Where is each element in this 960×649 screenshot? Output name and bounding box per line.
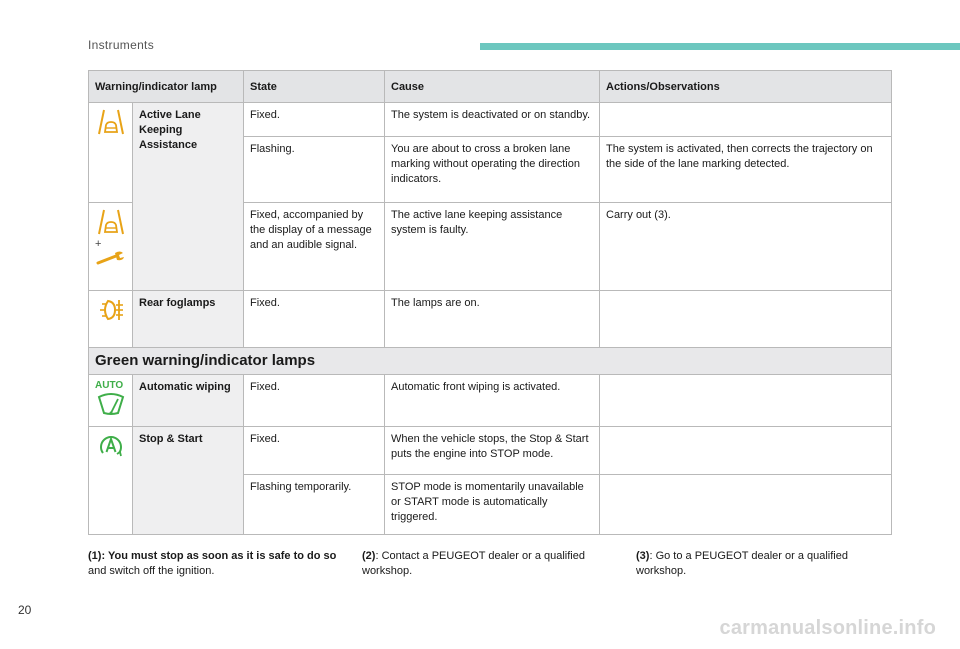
auto-label: AUTO xyxy=(95,380,124,391)
cause-cell: STOP mode is momentarily unavailable or START mode is automatically triggered. xyxy=(385,475,600,535)
state-cell: Fixed. xyxy=(244,375,385,427)
wrench-icon xyxy=(96,250,126,266)
footnote-bold-text: : You must stop as soon as it is safe to do so xyxy=(101,550,337,562)
cause-cell: Automatic front wiping is activated. xyxy=(385,375,600,427)
table-row xyxy=(89,427,892,475)
table-row xyxy=(89,291,892,348)
auto-wiper-icon-cell xyxy=(89,375,133,427)
lamp-name-automatic-wiping: Automatic wiping xyxy=(133,375,244,427)
group-header-row xyxy=(89,348,892,375)
section-title: Instruments xyxy=(88,38,154,52)
table-row xyxy=(89,103,892,137)
footnote-text: : Contact a PEUGEOT dealer or a qualified workshop. xyxy=(362,550,585,577)
lamp-name-lane-keeping: Active Lane Keeping Assistance xyxy=(133,103,244,291)
state-cell: Fixed. xyxy=(244,427,385,475)
state-cell: Flashing. xyxy=(244,137,385,203)
lane-keeping-icon-cell xyxy=(89,103,133,203)
footnote-3 xyxy=(636,549,892,579)
page-number: 20 xyxy=(18,603,32,617)
table-row xyxy=(89,375,892,427)
action-cell xyxy=(600,375,892,427)
action-cell xyxy=(600,103,892,137)
footnote-ref: (2) xyxy=(362,550,376,562)
rear-foglamp-icon xyxy=(96,296,126,324)
auto-wiper-icon xyxy=(96,391,126,417)
indicator-lamp-table xyxy=(88,70,892,535)
lamp-name-stop-start: Stop & Start xyxy=(133,427,244,535)
stop-start-icon xyxy=(96,432,126,460)
lane-keeping-fault-icon-cell xyxy=(89,203,133,291)
lane-keeping-icon xyxy=(96,108,126,138)
footnote-ref: (3) xyxy=(636,550,650,562)
action-cell: The system is activated, then corrects the trajectory on the side of the lane marking detected. xyxy=(600,137,892,203)
state-cell: Fixed, accompanied by the display of a message and an audible signal. xyxy=(244,203,385,291)
footnote-1 xyxy=(88,549,350,579)
action-cell xyxy=(600,427,892,475)
footnote-ref: (1) xyxy=(88,550,102,562)
state-cell: Fixed. xyxy=(244,291,385,348)
action-cell xyxy=(600,475,892,535)
green-lamps-heading: Green warning/indicator lamps xyxy=(89,348,892,375)
stop-start-icon-cell xyxy=(89,427,133,535)
action-cell xyxy=(600,291,892,348)
cause-cell: When the vehicle stops, the Stop & Start puts the engine into STOP mode. xyxy=(385,427,600,475)
column-header-state: State xyxy=(244,71,385,103)
watermark: carmanualsonline.info xyxy=(719,617,936,639)
section-accent-bar xyxy=(480,43,960,50)
state-cell: Fixed. xyxy=(244,103,385,137)
action-cell: Carry out (3). xyxy=(600,203,892,291)
column-header-cause: Cause xyxy=(385,71,600,103)
column-header-lamp: Warning/indicator lamp xyxy=(89,71,244,103)
table-header-row xyxy=(89,71,892,103)
rear-foglamp-icon-cell xyxy=(89,291,133,348)
state-cell: Flashing temporarily. xyxy=(244,475,385,535)
lane-keeping-icon xyxy=(96,208,126,238)
cause-cell: The system is deactivated or on standby. xyxy=(385,103,600,137)
lamp-name-rear-foglamps: Rear foglamps xyxy=(133,291,244,348)
cause-cell: You are about to cross a broken lane marking without operating the direction indicators. xyxy=(385,137,600,203)
footnote-2 xyxy=(362,549,624,579)
footnote-text: : Go to a PEUGEOT dealer or a qualified workshop. xyxy=(636,550,848,577)
column-header-actions: Actions/Observations xyxy=(600,71,892,103)
cause-cell: The lamps are on. xyxy=(385,291,600,348)
cause-cell: The active lane keeping assistance system is faulty. xyxy=(385,203,600,291)
footnote-text: and switch off the ignition. xyxy=(88,565,215,577)
plus-sign: + xyxy=(95,238,102,250)
